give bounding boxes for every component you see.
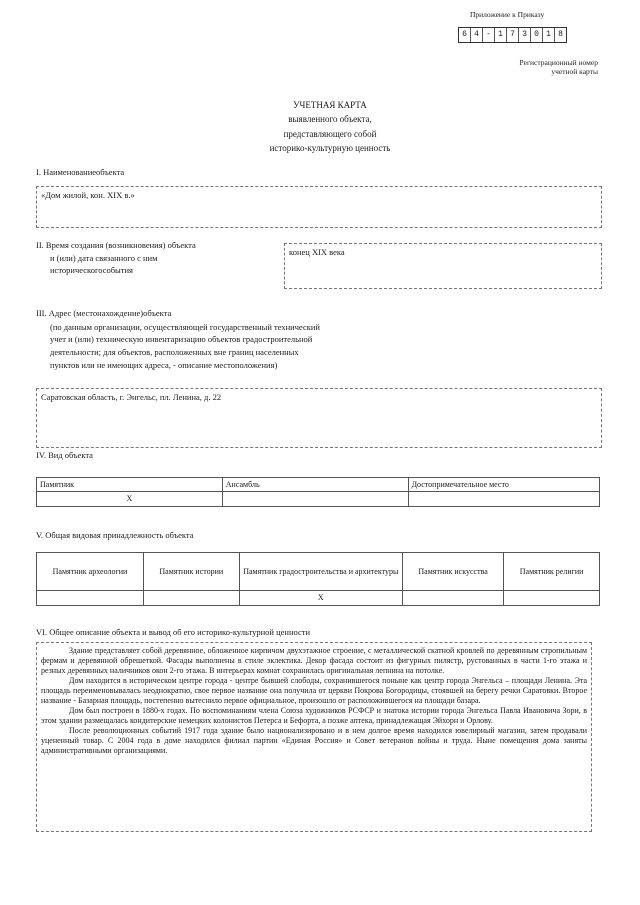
creation-date-field: [284, 243, 602, 289]
section-6-heading: VI. Общее описание объекта и вывод об его историко-культурной ценности: [36, 627, 311, 637]
object-type-table: [36, 477, 600, 507]
address-value: Саратовская область, г. Энгельс, пл. Ленина, д. 22: [41, 392, 222, 402]
section-3-note: пунктов или не имеющих адреса, - описание местоположения): [50, 359, 278, 370]
appendix-note: Приложение к Приказу: [470, 10, 545, 19]
address-field: [36, 388, 602, 448]
category-mark: [402, 591, 503, 606]
description-paragraph: После революционных событий 1917 года здание было национализировано и в нем долгое время находился ювелирный магазин, затем продавали уцененный товар. С 2004 года в доме находился филиал партии «Единая Россия» и Совет ветеранов войны и труда. Ныне помещения дома заняты административными организациями.: [41, 726, 587, 755]
category-mark: X: [239, 591, 402, 606]
section-2-line: II. Время создания (возникновения) объекта: [36, 240, 196, 250]
category-history: Памятник истории: [143, 553, 239, 591]
section-2-line: историческогособытия: [50, 265, 133, 276]
section-3-heading: [36, 308, 320, 370]
category-religion: Памятник религии: [504, 553, 600, 591]
reg-digit: 3: [519, 28, 531, 42]
type-col-monument: Памятник: [37, 478, 223, 492]
description-field: [36, 642, 592, 832]
reg-digit: 0: [531, 28, 543, 42]
title-line: выявленного объекта,: [288, 114, 372, 125]
type-col-landmark: Достопримечательное место: [408, 478, 599, 492]
reg-label-line: Регистрационный номер: [519, 58, 598, 67]
type-mark-monument: X: [37, 492, 223, 507]
object-name-field: [36, 186, 602, 228]
section-2-line: и (или) дата связанного с ним: [50, 252, 158, 263]
reg-digit: 1: [543, 28, 555, 42]
section-3-note: деятельности; для объектов, расположенных вне границ населенных: [50, 346, 299, 357]
object-name-value: «Дом жилой, кон. XIX в.»: [41, 190, 135, 200]
section-2-heading: [36, 240, 196, 276]
reg-label-line: учетной карты: [551, 67, 598, 77]
section-5-heading: V. Общая видовая принадлежность объекта: [36, 530, 194, 540]
title-line: УЧЕТНАЯ КАРТА: [293, 100, 367, 110]
category-mark: [37, 591, 144, 606]
description-paragraph: Дом был построен в 1880-х годах. По воспоминаниям члена Союза художников РСФСР и знатока истории города Энгельса Павла Ивановича Зори, в этом здании размещалась кондитерские немецких колонистов Петерса и Бефорта, а позже аптека, принадлежащая Эйхорн и Орлову.: [41, 706, 587, 725]
section-3-note: учет и (или) техническую инвентаризацию объектов градостроительной: [50, 334, 313, 345]
type-col-ensemble: Ансамбль: [222, 478, 408, 492]
section-4-heading: IV. Вид объекта: [36, 450, 93, 460]
title-line: представляющего собой: [283, 128, 377, 139]
description-paragraph: Здание представляет собой деревянное, обложенное кирпичом двухэтажное строение, с металлической скатной кровлей по деревянным стропильным фермам и деревянной обрешеткой. Фасады выполнены в стиле эклектика. Декор фасада состоит из фигурных пилястр, рустованных в части 1-го этажа и резных деревянных наличников окон 2-го этажа. В интерьерах комнат сохранилась оригинальная лепнина на потолке.: [41, 646, 587, 675]
reg-digit: 8: [558, 30, 563, 39]
description-paragraph: Дом находится в историческом центре города - центре бывшей слободы, сохранившегося поныне как центр города Энгельса – площади Ленина. Эта площадь переименовывалась неоднократно, свое первое название она получила от церкви Покрова Богородицы, стоявшей на берегу речки Саратовки. Второе название - Базарная площадь, постепенно вытеснило первое официальное, произошло от расположившегося на площади базара.: [41, 676, 587, 705]
section-3-line: III. Адрес (местонахождение)объекта: [36, 308, 172, 318]
reg-digit: 4: [471, 28, 483, 42]
category-art: Памятник искусства: [402, 553, 503, 591]
category-archaeology: Памятник археологии: [37, 553, 144, 591]
reg-number-label: [478, 58, 598, 77]
category-mark: [143, 591, 239, 606]
type-mark-ensemble: [222, 492, 408, 507]
type-mark-landmark: [408, 492, 599, 507]
section-3-note: (по данным организации, осуществляющей государственный технический: [50, 321, 320, 332]
reg-digit: 1: [495, 28, 507, 42]
reg-digit: 7: [507, 28, 519, 42]
category-mark: [504, 591, 600, 606]
category-architecture: Памятник градостроительства и архитектуры: [239, 553, 402, 591]
document-title: [180, 100, 480, 157]
creation-date-value: конец XIX века: [289, 247, 345, 257]
registration-number-box: [458, 27, 567, 43]
reg-digit: 6: [459, 28, 471, 42]
reg-digit: -: [483, 28, 495, 42]
title-line: историко-культурную ценность: [269, 142, 391, 153]
category-table: [36, 552, 600, 606]
section-1-heading: I. Наименованиеобъекта: [36, 167, 125, 177]
